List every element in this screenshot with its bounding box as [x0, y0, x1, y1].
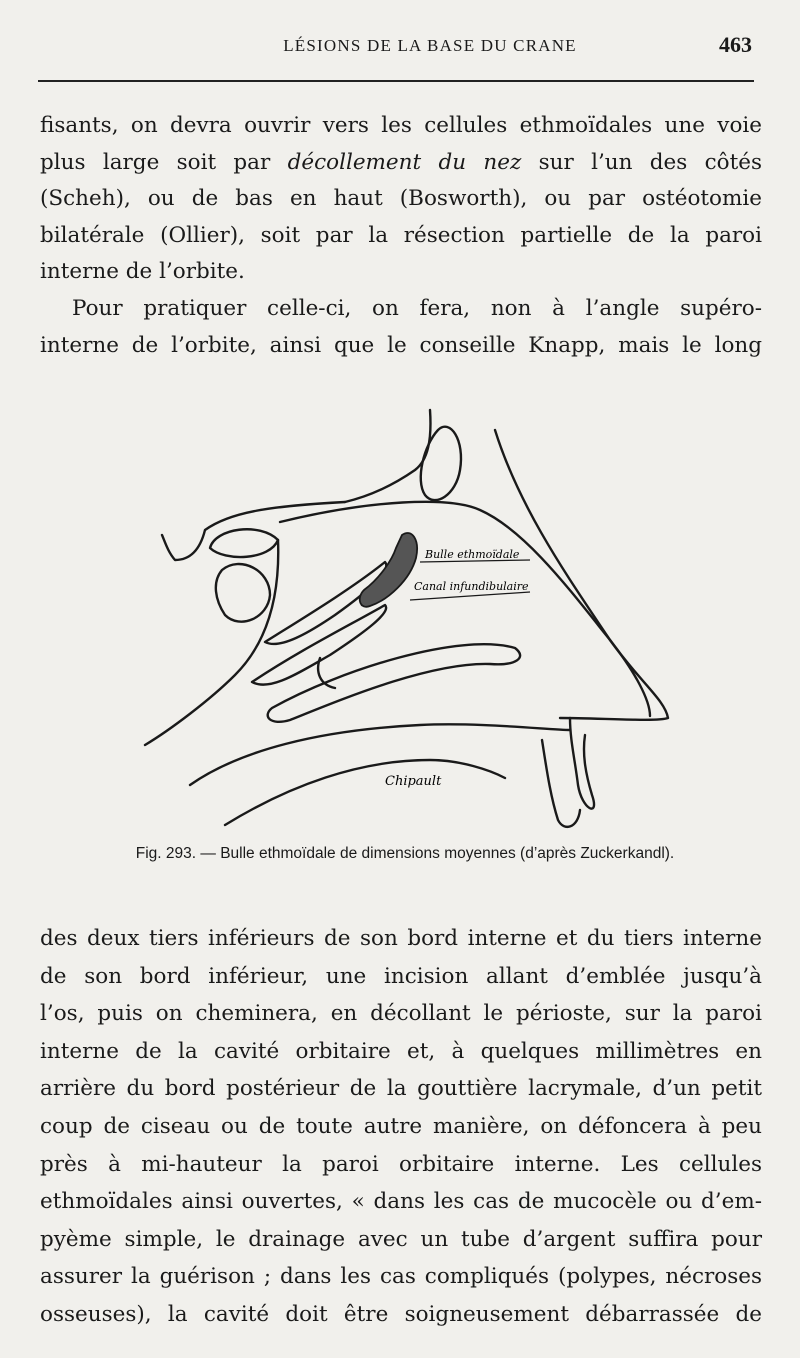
text-line: fisants, on devra ouvrir vers les cellules ethmoïdales une voie — [40, 113, 762, 138]
italic-phrase: décollement du nez — [287, 149, 522, 175]
frontal-sinus — [421, 427, 461, 500]
text-block-top — [40, 108, 762, 364]
text-line: assurer la guérison ; dans les cas compliqués (polypes, nécroses — [40, 1264, 762, 1290]
text-line: de son bord inférieur, une incision allant d’emblée jusqu’à — [40, 963, 762, 989]
label-bulle: Bulle ethmoïdale — [425, 548, 520, 561]
nasal-outline — [345, 410, 430, 502]
nasal-floor — [190, 724, 570, 785]
text-block-bottom — [40, 920, 762, 1334]
header-rule — [38, 80, 754, 82]
text-fragment: plus large soit par — [40, 149, 288, 175]
inferior-turbinate — [268, 644, 520, 722]
text-line: bilatérale (Ollier), soit par la résection partielle de la paroi — [40, 222, 762, 248]
nose-profile — [495, 430, 668, 720]
text-fragment: sur l’un des côtés — [521, 149, 762, 175]
text-line: osseuses), la cavité doit être soigneusement débarrassée de — [40, 1301, 762, 1327]
sphenoid-loop-upper — [210, 529, 278, 557]
upper-lip — [570, 718, 594, 809]
text-line: coup de ciseau ou de toute autre manière, on défoncera à peu — [40, 1113, 762, 1139]
text-line: interne de l’orbite. — [40, 259, 245, 285]
cavity-roof — [162, 502, 345, 560]
artist-signature: Chipault — [385, 774, 442, 789]
text-line: l’os, puis on cheminera, en décollant le périoste, sur la paroi — [40, 1001, 762, 1027]
text-line: ethmoïdales ainsi ouvertes, « dans les cas de mucocèle ou d’em- — [40, 1189, 762, 1215]
text-line: Pour pratiquer celle-ci, on fera, non à l’angle supéro- — [72, 295, 762, 321]
text-line: pyème simple, le drainage avec un tube d’argent suffira pour — [40, 1226, 762, 1252]
running-head: LÉSIONS DE LA BASE DU CRANE — [283, 36, 577, 55]
cavity-roof-inner — [280, 502, 650, 716]
sphenoid-loop-lower — [216, 564, 270, 622]
text-line: près à mi-hauteur la paroi orbitaire interne. Les cellules — [40, 1151, 762, 1177]
text-line: (Scheh), ou de bas en haut (Bosworth), ou par ostéotomie — [40, 186, 762, 212]
figure-nasal-anatomy — [130, 400, 690, 830]
page-header — [40, 30, 752, 70]
ethmoid-bulla — [360, 533, 417, 607]
text-line: des deux tiers inférieurs de son bord interne et du tiers interne — [40, 926, 762, 951]
label-canal: Canal infundibulaire — [414, 580, 529, 593]
anatomy-drawing — [130, 400, 690, 830]
text-line — [40, 145, 762, 182]
page-number: 463 — [719, 32, 752, 57]
text-line: interne de la cavité orbitaire et, à quelques millimètres en — [40, 1038, 762, 1064]
leader-canal — [410, 592, 530, 600]
text-line: arrière du bord postérieur de la gouttière lacrymale, d’un petit — [40, 1076, 762, 1102]
palate-lower — [225, 760, 505, 825]
text-line: interne de l’orbite, ainsi que le conseille Knapp, mais le long — [40, 332, 762, 358]
figure-caption: Fig. 293. — Bulle ethmoïdale de dimensions moyennes (d’après Zuckerkandl). — [135, 845, 675, 862]
